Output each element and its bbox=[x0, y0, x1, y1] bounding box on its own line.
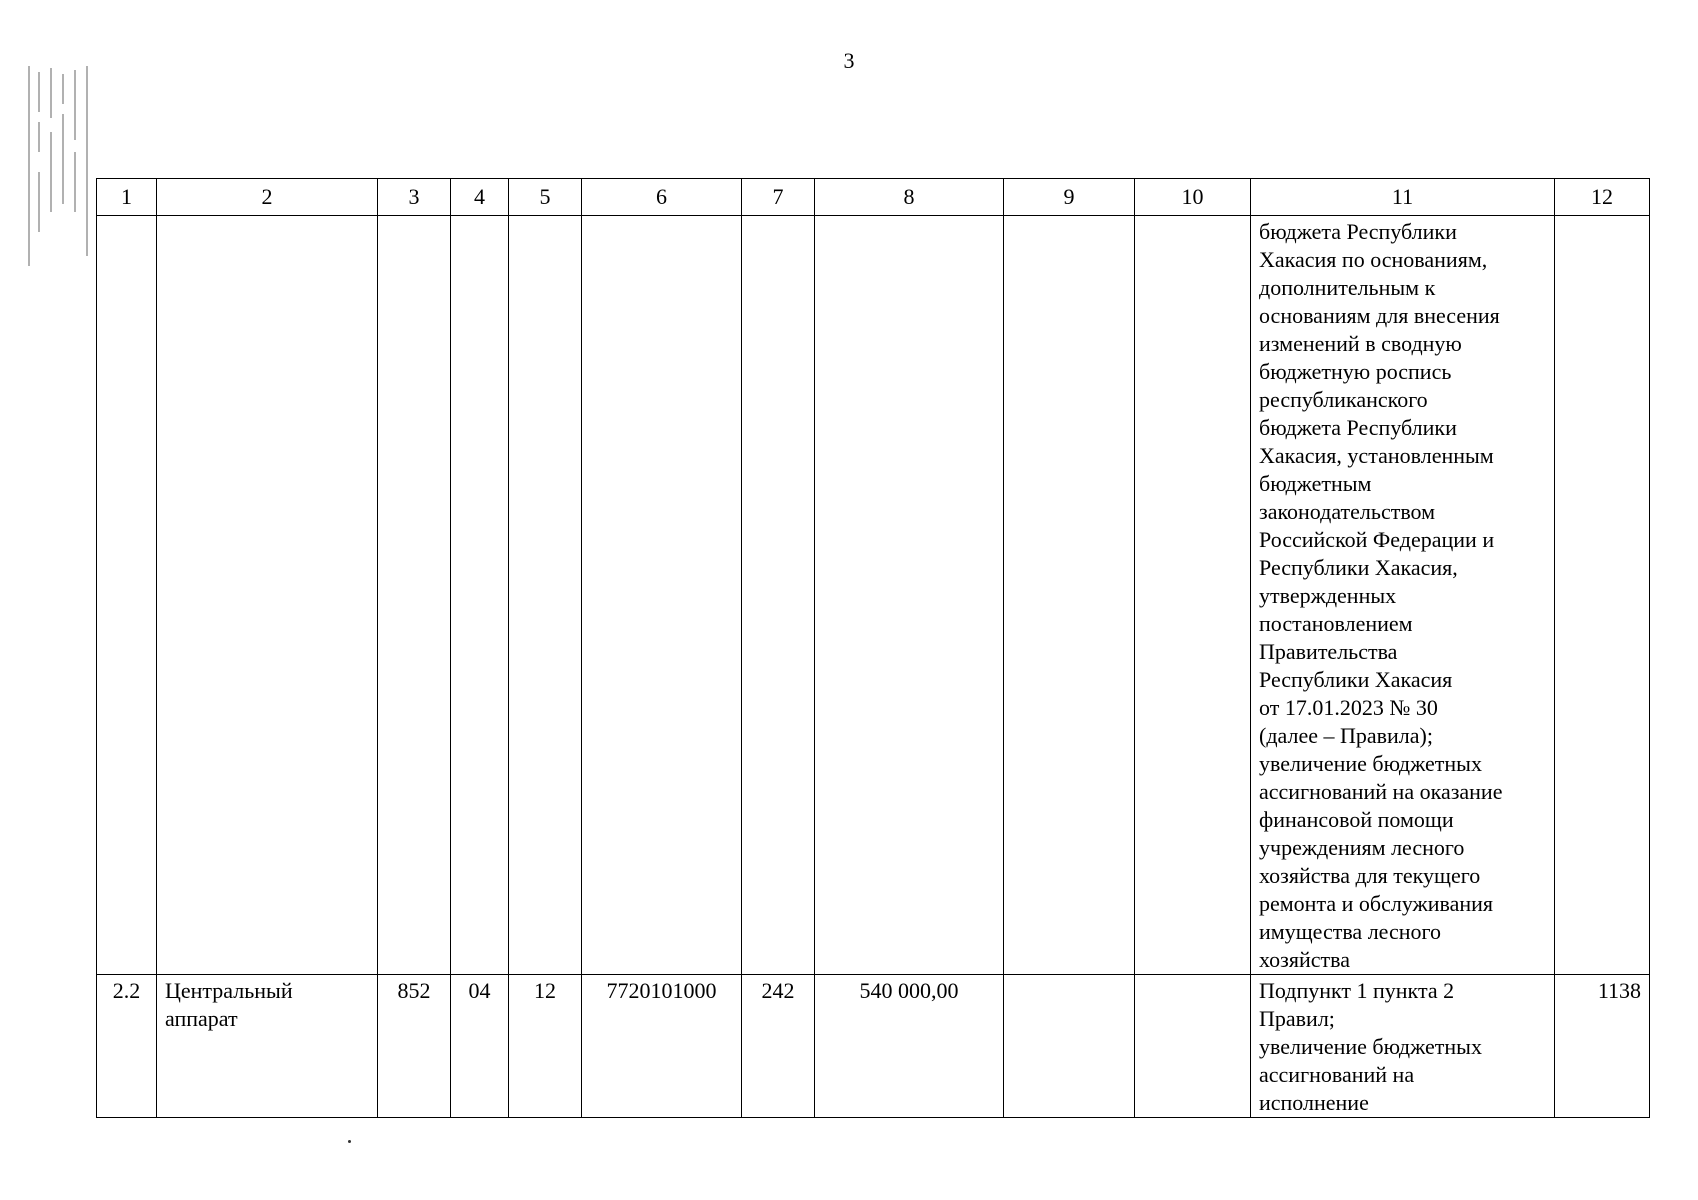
cell-amount-10 bbox=[1135, 975, 1251, 1118]
cell-code-7: 242 bbox=[742, 975, 815, 1118]
table-row-2-2 bbox=[97, 975, 1650, 1118]
cell-code-12 bbox=[1555, 216, 1650, 975]
cell-code-6: 7720101000 bbox=[582, 975, 742, 1118]
cell-recipient: Центральный аппарат bbox=[157, 975, 378, 1118]
table-row-continuation bbox=[97, 216, 1650, 975]
cell-code-3 bbox=[378, 216, 451, 975]
cell-basis: бюджета Республики Хакасия по основаниям, дополнительным к основаниям для внесения изменений в сводную бюджетную роспись республиканского бюджета Республики Хакасия, установленным бюджетным законодательством Российской Федерации и Республики Хакасия, утвержденных постановлением Правительства Республики Хакасия от 17.01.2023 № 30 (далее – Правила); увеличение бюджетных ассигнований на оказание финансовой помощи учреждениям лесного хозяйства для текущего ремонта и обслуживания имущества лесного хозяйства bbox=[1251, 216, 1555, 975]
col-header-11: 11 bbox=[1251, 179, 1555, 216]
col-header-7: 7 bbox=[742, 179, 815, 216]
cell-amount-8 bbox=[815, 216, 1004, 975]
col-header-6: 6 bbox=[582, 179, 742, 216]
cell-amount-9 bbox=[1004, 975, 1135, 1118]
registration-stamp-mark bbox=[24, 62, 94, 272]
cell-amount-9 bbox=[1004, 216, 1135, 975]
scan-dot bbox=[348, 1140, 351, 1143]
cell-amount-10 bbox=[1135, 216, 1251, 975]
col-header-9: 9 bbox=[1004, 179, 1135, 216]
col-header-2: 2 bbox=[157, 179, 378, 216]
cell-code-5 bbox=[509, 216, 582, 975]
cell-code-3: 852 bbox=[378, 975, 451, 1118]
cell-code-7 bbox=[742, 216, 815, 975]
page-number: 3 bbox=[843, 48, 855, 73]
col-header-3: 3 bbox=[378, 179, 451, 216]
cell-number bbox=[97, 216, 157, 975]
budget-changes-table bbox=[96, 178, 1650, 1118]
col-header-4: 4 bbox=[451, 179, 509, 216]
cell-basis: Подпункт 1 пункта 2 Правил; увеличение бюджетных ассигнований на исполнение bbox=[1251, 975, 1555, 1118]
cell-code-4: 04 bbox=[451, 975, 509, 1118]
col-header-5: 5 bbox=[509, 179, 582, 216]
col-header-12: 12 bbox=[1555, 179, 1650, 216]
cell-recipient bbox=[157, 216, 378, 975]
table-header-row bbox=[97, 179, 1650, 216]
cell-amount-8: 540 000,00 bbox=[815, 975, 1004, 1118]
col-header-1: 1 bbox=[97, 179, 157, 216]
cell-code-4 bbox=[451, 216, 509, 975]
cell-code-6 bbox=[582, 216, 742, 975]
cell-number: 2.2 bbox=[97, 975, 157, 1118]
col-header-8: 8 bbox=[815, 179, 1004, 216]
col-header-10: 10 bbox=[1135, 179, 1251, 216]
cell-code-12: 1138 bbox=[1555, 975, 1650, 1118]
cell-code-5: 12 bbox=[509, 975, 582, 1118]
